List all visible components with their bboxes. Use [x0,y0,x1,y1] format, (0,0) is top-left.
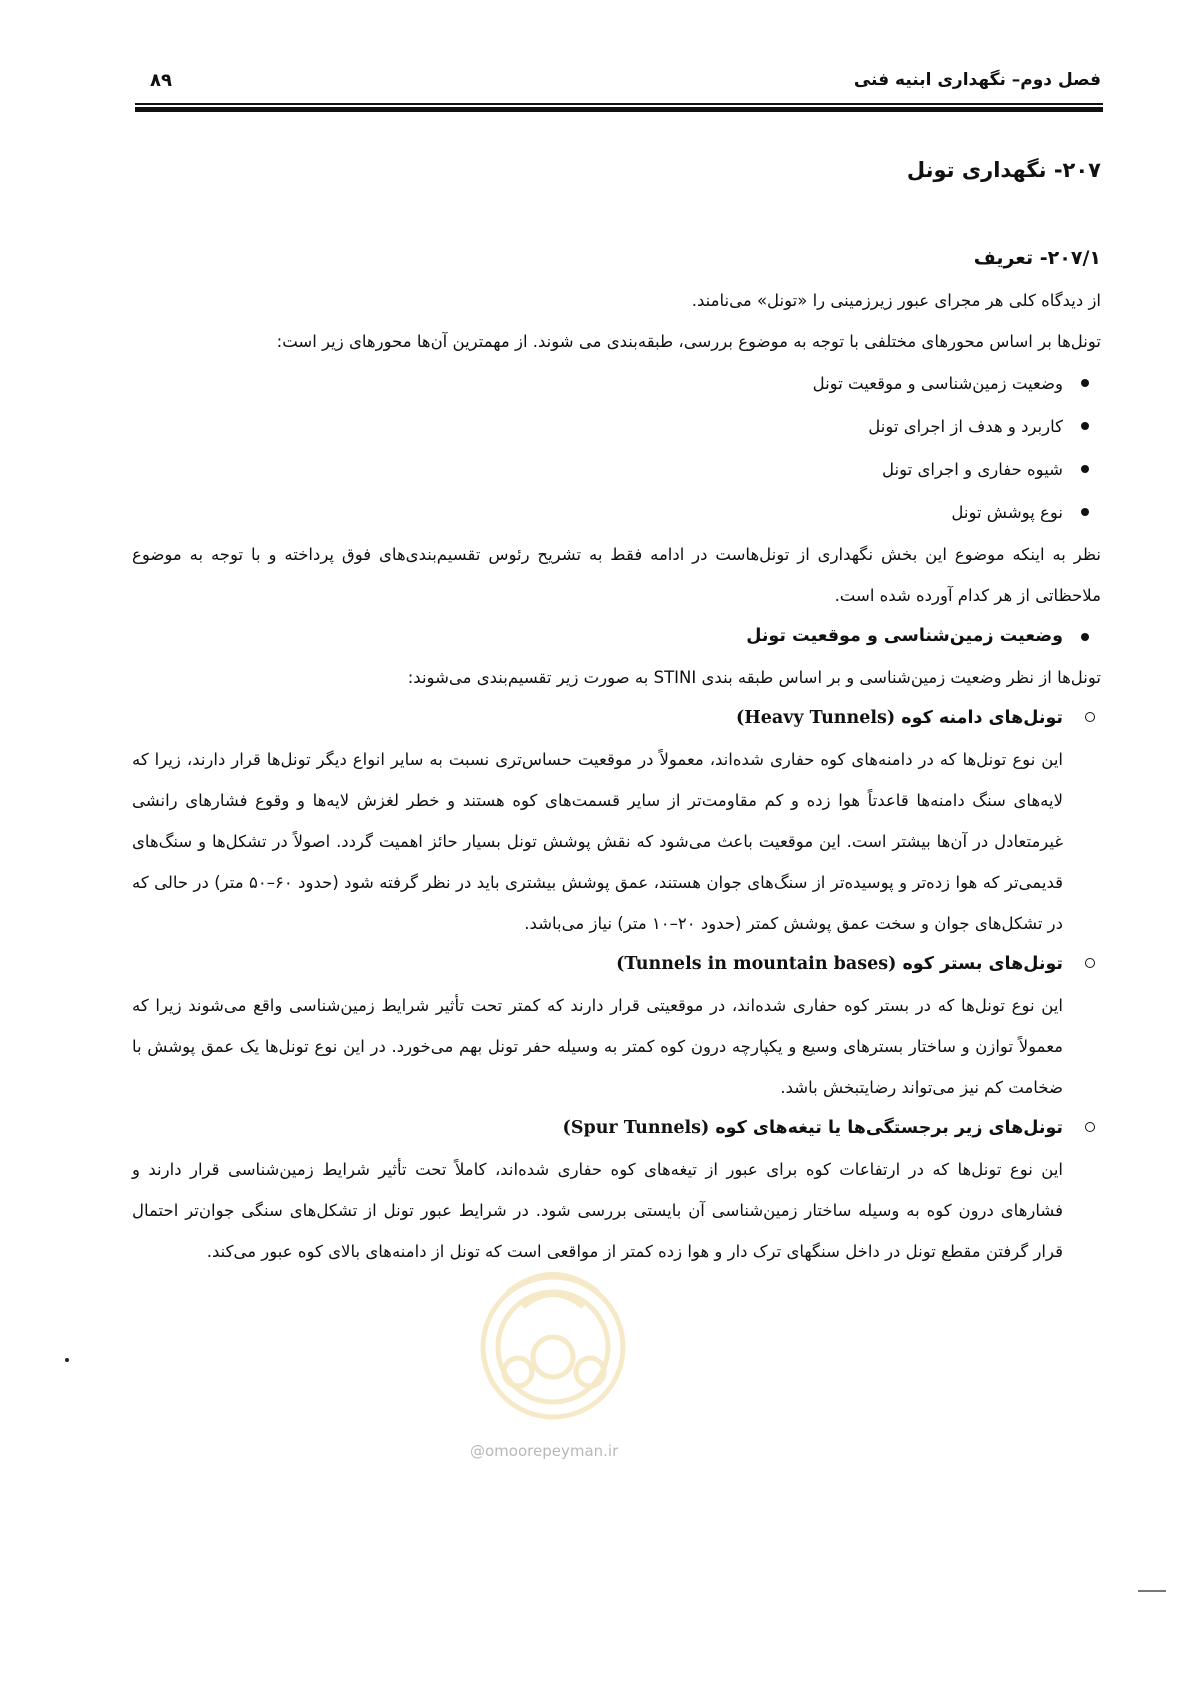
watermark-url: @omoorepeyman.ir [470,1442,619,1460]
intro-paragraph-2: تونل‌ها بر اساس محورهای مختلفی با توجه به موضوع بررسی، طبقه‌بندی می شوند. از مهمترین آن‌ها محورهای زیر است: [276,332,1101,351]
body-content [132,150,1101,1272]
note-paragraph: نظر به اینکه موضوع این بخش نگهداری از تونل‌هاست در ادامه فقط به تشریح رئوس تقسیم‌بندی‌های فوق پرداخته و با توجه به موضوع ملاحظاتی از هر کدام آورده شده است. [132,545,1101,605]
tunnel-type-title-fa: تونل‌های زیر برجستگی‌ها یا تیغه‌های کوه [715,1118,1063,1138]
watermark-seal [468,1252,638,1432]
tunnel-type-heading [132,1108,1101,1149]
tunnel-type-title-en: (Tunnels in mountain bases) [616,954,897,974]
classification-axes-list [132,362,1101,534]
tunnel-type-title-fa: تونل‌های دامنه کوه [901,708,1063,728]
header-rule-thick [135,107,1103,112]
subsection-heading: ۲۰۷/۱- تعریف [973,247,1101,269]
list-item: وضعیت زمین‌شناسی و موقعیت تونل [132,362,1101,405]
list-item: شیوه حفاری و اجرای تونل [132,448,1101,491]
header-rule-thin [135,103,1103,105]
tunnel-type-heading [132,698,1101,739]
tunnel-type-heading [132,944,1101,985]
tunnel-type-text: این نوع تونل‌ها که در بستر کوه حفاری شده‌اند، در موقعیتی قرار دارند که کمتر تحت تأثیر شرایط زمین‌شناسی واقع می‌شوند زیرا که معمولاً توازن و ساختار بسترهای وسیع و یکپارچه درون کوه کمتر به وسیله حفر تونل بهم می‌خورد. در این نوع تونل‌ها یک عمق پوشش با ضخامت کم نیز می‌تواند رضایتبخش باشد. [132,996,1063,1097]
tunnel-type-title-en: (Heavy Tunnels) [735,708,896,728]
tunnel-type-text: این نوع تونل‌ها که در دامنه‌های کوه حفاری شده‌اند، معمولاً در موقعیت حساس‌تری نسبت به سایر انواع دیگر تونل‌ها قرار دارند، زیرا که لایه‌های سنگ دامنه‌ها قاعدتاً هوا زده و کم مقاومت‌تر از سایر قسمت‌های کوه هستند و خطر لغزش لایه‌ها و وقوع فشارهای رانشی غیرمتعادل در آن‌ها بیشتر است. این موقعیت باعث می‌شود که نقش پوشش تونل بسیار حائز اهمیت گردد. اصولاً در تشکل‌ها و سنگ‌های قدیمی‌تر که هوا زده‌تر و پوسیده‌تر از سنگ‌های جوان هستند، عمق پوشش بیشتری باید در نظر گرفته شود (حدود ۶۰–۵۰ متر) در حالی که در تشکل‌های جوان و سخت عمق پوشش کمتر (حدود ۲۰–۱۰ متر) نیاز می‌باشد. [132,750,1063,933]
page-number: ۸۹ [150,70,172,91]
margin-dash [1138,1590,1166,1592]
tunnel-type-title-fa: تونل‌های بستر کوه [902,954,1063,974]
margin-dot [65,1358,69,1362]
list-item: کاربرد و هدف از اجرای تونل [132,405,1101,448]
geology-intro: تونل‌ها از نظر وضعیت زمین‌شناسی و بر اساس طبقه بندی STINI به صورت زیر تقسیم‌بندی می‌شوند: [407,668,1101,687]
tunnel-type-text: این نوع تونل‌ها که در ارتفاعات کوه برای عبور از تیغه‌های کوه حفاری شده‌اند، کاملاً تحت تأثیر شرایط زمین‌شناسی قرار دارند و فشارهای درون کوه به وسیله ساختار زمین‌شناسی آن بایستی بررسی شود. در شرایط عبور تونل از تشکل‌های سنگی جوان‌تر احتمال قرار گرفتن مقطع تونل در داخل سنگهای ترک دار و هوا زده کمتر از مواقعی است که تونل از دامنه‌های بالای کوه عبور می‌کند. [132,1160,1063,1261]
list-item: نوع پوشش تونل [132,491,1101,534]
section-heading: ۲۰۷- نگهداری تونل [906,158,1101,182]
intro-paragraph-1: از دیدگاه کلی هر مجرای عبور زیرزمینی را «تونل» می‌نامند. [691,291,1101,310]
running-header-chapter: فصل دوم– نگهداری ابنیه فنی [853,70,1101,90]
tunnel-type-title-en: (Spur Tunnels) [562,1118,710,1138]
geology-heading: وضعیت زمین‌شناسی و موقعیت تونل [132,616,1101,657]
